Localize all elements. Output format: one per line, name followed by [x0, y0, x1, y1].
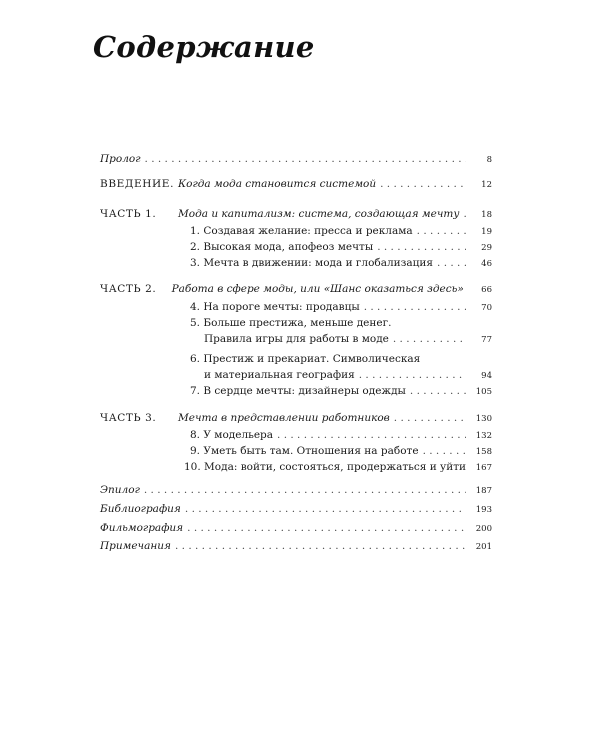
page-number: 12	[481, 180, 492, 190]
toc-entry-bibliography[interactable]	[100, 503, 492, 517]
page-number: 105	[475, 387, 492, 397]
page-number: 94	[481, 371, 492, 381]
dot-leader	[423, 445, 466, 458]
toc-label: 4. На пороге мечты: продавцы	[190, 301, 360, 313]
dot-leader	[175, 540, 466, 553]
toc-entry-chapter-1[interactable]	[190, 225, 492, 239]
toc-entry-chapter-2[interactable]	[190, 241, 492, 255]
toc-entry-chapter-7[interactable]	[190, 385, 492, 399]
toc-label: 10. Мода: войти, состояться, продержаться и уйти	[184, 461, 467, 473]
toc-entry-chapter-10[interactable]	[184, 461, 492, 475]
dot-leader	[417, 225, 466, 238]
dot-leader	[185, 503, 466, 516]
page-number: 8	[486, 155, 492, 165]
toc-label: Фильмография	[100, 522, 184, 534]
toc-label: 9. Уметь быть там. Отношения на работе	[190, 445, 419, 457]
dot-leader	[377, 241, 466, 254]
page-number: 200	[475, 524, 492, 534]
page-number: 130	[475, 414, 492, 424]
toc-entry-chapter-9[interactable]	[190, 445, 492, 459]
dot-leader	[359, 369, 466, 382]
toc-entry-chapter-3[interactable]	[190, 257, 492, 271]
dot-leader	[393, 333, 466, 346]
toc-entry-intro[interactable]	[100, 178, 492, 192]
toc-entry-epilogue[interactable]	[100, 484, 492, 498]
toc-label: Библиография	[100, 503, 181, 515]
toc-entry-chapter-5[interactable]	[204, 333, 492, 347]
toc-entry-chapter-6[interactable]	[204, 369, 492, 383]
page-number: 66	[481, 285, 492, 295]
page-number: 18	[481, 210, 492, 220]
part-label: ВВЕДЕНИЕ.	[100, 178, 175, 190]
page-number: 77	[481, 335, 492, 345]
toc-label: 7. В сердце мечты: дизайнеры одежды	[190, 385, 406, 397]
toc-entry-chapter-8[interactable]	[190, 429, 492, 443]
toc-label: Правила игры для работы в моде	[204, 333, 389, 345]
page-number: 46	[481, 259, 492, 269]
part-label: ЧАСТЬ 2.	[100, 283, 157, 295]
dot-leader	[364, 301, 466, 314]
toc-label: 3. Мечта в движении: мода и глобализация	[190, 257, 434, 269]
toc-label: 8. У модельера	[190, 429, 274, 441]
dot-leader	[187, 522, 466, 535]
page-number: 29	[481, 243, 492, 253]
toc-entry-part1[interactable]	[100, 208, 492, 222]
dot-leader	[380, 178, 466, 191]
dot-leader	[277, 429, 466, 442]
toc-label: Когда мода становится системой	[178, 178, 377, 190]
page-number: 70	[481, 303, 492, 313]
toc-label: Эпилог	[100, 484, 140, 496]
toc-entry-chapter-6-line-1[interactable]: 6. Престиж и прекариат. Символическая	[190, 353, 421, 365]
toc-entry-filmography[interactable]	[100, 522, 492, 536]
dot-leader	[437, 257, 466, 270]
toc-label: 2. Высокая мода, апофеоз мечты	[190, 241, 374, 253]
page-number: 158	[475, 447, 492, 457]
page-number: 19	[481, 227, 492, 237]
dot-leader	[394, 412, 466, 425]
toc-label: Мода и капитализм: система, создающая мечту	[178, 208, 460, 220]
toc-entry-part3[interactable]	[100, 412, 492, 426]
page-number: 187	[475, 486, 492, 496]
page-number: 201	[475, 542, 492, 552]
toc-entry-chapter-5-line-1[interactable]: 5. Больше престижа, меньше денег.	[190, 317, 392, 329]
toc-entry-prologue[interactable]	[100, 153, 492, 167]
page-title: Содержание	[93, 30, 315, 64]
toc-label: Работа в сфере моды, или «Шанс оказаться здесь»	[171, 283, 464, 295]
toc-label: и материальная география	[204, 369, 355, 381]
page-number: 132	[475, 431, 492, 441]
toc-entry-part2[interactable]	[100, 283, 492, 297]
dot-leader	[410, 385, 466, 398]
toc-label: Пролог	[100, 153, 141, 165]
toc-label: Мечта в представлении работников	[178, 412, 390, 424]
page-number: 193	[475, 505, 492, 515]
part-label: ЧАСТЬ 1.	[100, 208, 157, 220]
toc-entry-chapter-4[interactable]	[190, 301, 492, 315]
dot-leader	[463, 208, 466, 221]
page-number: 167	[475, 463, 492, 473]
toc-entry-notes[interactable]	[100, 540, 492, 554]
toc-label: Примечания	[100, 540, 171, 552]
toc-label: 1. Создавая желание: пресса и реклама	[190, 225, 413, 237]
dot-leader	[145, 153, 466, 166]
part-label: ЧАСТЬ 3.	[100, 412, 157, 424]
dot-leader	[144, 484, 466, 497]
